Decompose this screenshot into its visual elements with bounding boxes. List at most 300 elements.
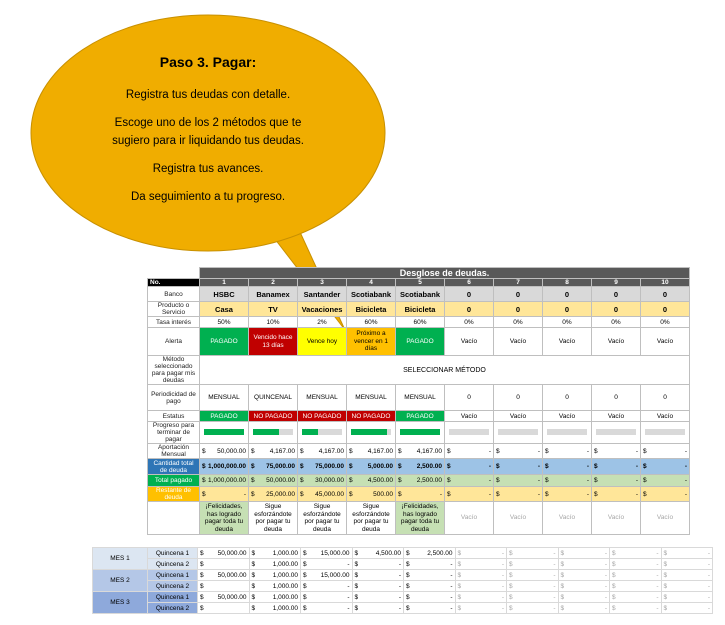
payment-cell[interactable] [301,559,353,570]
currency-symbol: $ [406,604,410,612]
bank-cell[interactable]: 0 [445,287,494,302]
currency-symbol: $ [354,604,359,612]
amount-value: - [656,549,659,557]
rate-cell[interactable]: 50% [200,317,249,328]
payment-cell[interactable] [507,603,559,614]
payment-cell[interactable] [301,548,353,559]
total-debt-cell[interactable] [249,459,298,475]
status-message: ¡Felicidades, has logrado pagar toda tu deuda [396,502,445,535]
status-message: Sigue esforzándote por pagar tu deuda [298,502,347,535]
currency-symbol: $ [200,560,204,568]
amount-value: 50,000.00 [217,593,247,601]
monthly-payments-table [92,547,713,614]
amount-value: - [604,571,607,579]
amount-value: 1,000,000.00 [208,477,246,484]
amount-value: - [684,447,687,455]
paid-cell [445,475,494,487]
periodicity-cell[interactable]: 0 [445,385,494,411]
currency-symbol: $ [251,549,256,557]
amount-value: - [488,463,491,470]
payment-cell[interactable] [610,592,662,603]
currency-symbol: $ [303,604,307,612]
payment-cell[interactable] [352,559,404,570]
currency-symbol: $ [560,549,565,557]
row-label-message [148,502,200,535]
amount-value: - [586,447,589,455]
amount-value: 2,500.00 [416,477,442,484]
payment-cell[interactable] [661,603,713,614]
table-title: Desglose de deudas. [200,268,690,279]
currency-symbol: $ [509,582,513,590]
row-label-periodicidad: Periodicidad de pago [148,385,200,411]
rate-cell[interactable]: 0% [592,317,641,328]
periodicity-cell[interactable]: MENSUAL [298,385,347,411]
payment-cell[interactable] [352,592,404,603]
payment-cell[interactable] [404,548,456,559]
payment-cell[interactable] [455,548,507,559]
alert-cell: Próximo a vencer en 1 días [347,328,396,356]
payment-cell[interactable] [352,570,404,581]
amount-value: 50,000.00 [217,571,247,579]
currency-symbol: $ [612,582,616,590]
progress-cell [494,422,543,444]
amount-value: - [398,560,401,568]
payment-cell[interactable] [249,581,301,592]
payment-cell[interactable] [198,570,250,581]
amount-value: - [586,463,589,470]
product-cell[interactable]: Bicicleta [396,302,445,317]
payment-cell[interactable] [558,603,610,614]
payment-cell[interactable] [301,581,353,592]
status-cell: PAGADO [200,411,249,422]
progress-cell [641,422,690,444]
payment-cell[interactable] [558,570,610,581]
payment-cell[interactable] [507,592,559,603]
currency-symbol: $ [594,463,598,470]
payment-cell[interactable] [610,570,662,581]
amount-value: - [553,593,556,601]
amount-value: - [707,549,710,557]
currency-symbol: $ [447,477,451,484]
row-label-banco: Banco [148,287,200,302]
payment-cell[interactable] [661,548,713,559]
currency-symbol: $ [349,447,353,455]
progress-cell [347,422,396,444]
currency-symbol: $ [447,447,451,455]
contribution-cell[interactable] [298,444,347,459]
bank-cell[interactable]: 0 [494,287,543,302]
currency-symbol: $ [406,560,410,568]
currency-symbol: $ [496,463,500,470]
currency-symbol: $ [251,490,255,498]
amount-value: 50,000.00 [266,477,295,484]
payment-cell[interactable] [455,581,507,592]
column-number: 5 [396,279,445,287]
total-debt-cell[interactable] [298,459,347,475]
bubble-line: Escoge uno de los 2 métodos que te [114,117,302,129]
currency-symbol: $ [303,571,307,579]
column-number: 1 [200,279,249,287]
amount-value: - [488,477,491,484]
progress-bar [449,429,489,435]
row-label-pagado: Total pagado [148,475,200,487]
amount-value: - [501,604,504,612]
currency-symbol: $ [643,463,647,470]
currency-symbol: $ [200,604,204,612]
amount-value: - [553,571,556,579]
payment-cell[interactable] [352,581,404,592]
month-row [93,603,713,614]
payment-cell[interactable] [455,603,507,614]
currency-symbol: $ [457,604,462,612]
currency-symbol: $ [406,571,410,579]
bank-cell[interactable]: 0 [592,287,641,302]
row-label-aportacion: Aportación Mensual [148,444,200,459]
currency-symbol: $ [663,604,668,612]
payment-cell[interactable] [249,559,301,570]
currency-symbol: $ [303,549,307,557]
payment-cell[interactable] [198,581,250,592]
amount-value: - [707,560,710,568]
currency-symbol: $ [398,490,402,498]
remaining-cell [445,487,494,502]
remaining-cell [249,487,298,502]
currency-symbol: $ [560,604,565,612]
payment-cell[interactable] [249,603,301,614]
payment-cell[interactable] [610,548,662,559]
amount-value: 4,167.00 [367,447,393,455]
amount-value: - [450,582,453,590]
payment-cell[interactable] [404,592,456,603]
product-cell[interactable]: Bicicleta [347,302,396,317]
currency-symbol: $ [354,582,359,590]
progress-bar [596,429,636,435]
bank-cell[interactable]: Santander [298,287,347,302]
payment-cell[interactable] [352,548,404,559]
table-row [148,422,690,444]
contribution-cell[interactable] [200,444,249,459]
status-cell: NO PAGADO [298,411,347,422]
periodicity-cell[interactable]: MENSUAL [200,385,249,411]
contribution-cell[interactable] [249,444,298,459]
product-cell[interactable]: 0 [543,302,592,317]
progress-bar [302,429,342,435]
currency-symbol: $ [447,463,451,470]
amount-value: - [501,582,504,590]
product-cell[interactable]: 0 [494,302,543,317]
currency-symbol: $ [594,477,598,484]
total-debt-cell[interactable] [641,459,690,475]
bubble-line: Da seguimiento a tu progreso. [130,191,286,203]
product-cell[interactable]: 0 [641,302,690,317]
bank-cell[interactable]: 0 [641,287,690,302]
contribution-cell[interactable] [347,444,396,459]
contribution-cell[interactable] [396,444,445,459]
payment-cell[interactable] [404,581,456,592]
month-row [93,559,713,570]
currency-symbol: $ [509,593,513,601]
amount-value: 75,000.00 [315,463,344,470]
amount-value: - [707,593,710,601]
bank-cell[interactable]: 0 [543,287,592,302]
total-debt-cell[interactable] [494,459,543,475]
payment-cell[interactable] [507,581,559,592]
amount-value: 1,000.00 [272,604,298,612]
currency-symbol: $ [251,447,255,455]
status-cell: Vacío [592,411,641,422]
payment-cell[interactable] [558,592,610,603]
payment-cell[interactable] [455,570,507,581]
alert-cell: PAGADO [200,328,249,356]
currency-symbol: $ [509,549,513,557]
progress-cell [298,422,347,444]
currency-symbol: $ [406,549,410,557]
payment-cell[interactable] [198,592,250,603]
periodicity-cell[interactable]: 0 [543,385,592,411]
payment-cell[interactable] [661,592,713,603]
payment-cell[interactable] [198,548,250,559]
payment-cell[interactable] [404,559,456,570]
progress-bar [204,429,244,435]
currency-symbol: $ [251,560,256,568]
alert-cell: Vacío [592,328,641,356]
progress-bar [498,429,538,435]
row-label-progreso: Progreso para terminar de pagar [148,422,200,444]
payment-cell[interactable] [610,559,662,570]
currency-symbol: $ [496,477,500,484]
bank-cell[interactable]: HSBC [200,287,249,302]
rate-cell[interactable]: 0% [445,317,494,328]
remaining-cell [641,487,690,502]
amount-value: - [398,593,401,601]
paid-cell [298,475,347,487]
amount-value: - [553,582,556,590]
currency-symbol: $ [251,593,256,601]
payment-cell[interactable] [661,570,713,581]
currency-symbol: $ [398,447,402,455]
amount-value: - [439,490,442,498]
amount-value: - [553,560,556,568]
rate-cell[interactable]: 2% [298,317,347,328]
amount-value: 1,000.00 [272,549,298,557]
periodicity-cell[interactable]: 0 [641,385,690,411]
amount-value: - [398,582,401,590]
amount-value: - [656,571,659,579]
table-row [148,444,690,459]
currency-symbol: $ [509,604,513,612]
status-message: Vacío [445,502,494,535]
status-message: Vacío [592,502,641,535]
paid-cell [200,475,249,487]
amount-value: - [347,560,350,568]
rate-cell[interactable]: 60% [396,317,445,328]
progress-fill [400,429,440,435]
alert-cell: Vacío [641,328,690,356]
payment-cell[interactable] [404,570,456,581]
amount-value: 45,000.00 [315,490,344,498]
bank-cell[interactable]: Scotiabank [347,287,396,302]
amount-value: 75,000.00 [266,463,295,470]
currency-symbol: $ [663,571,668,579]
column-number: 7 [494,279,543,287]
currency-symbol: $ [300,447,304,455]
amount-value: 1,000.00 [272,571,298,579]
payment-cell[interactable] [352,603,404,614]
amount-value: - [707,582,710,590]
amount-value: - [635,447,638,455]
payment-cell[interactable] [558,559,610,570]
payment-cell[interactable] [661,581,713,592]
payment-cell[interactable] [301,603,353,614]
column-number: 9 [592,279,641,287]
amount-value: - [604,593,607,601]
periodicity-cell[interactable]: 0 [494,385,543,411]
rate-cell[interactable]: 0% [494,317,543,328]
currency-symbol: $ [545,490,549,498]
alert-cell: Vacío [445,328,494,356]
currency-symbol: $ [349,477,353,484]
payment-cell[interactable] [507,559,559,570]
column-number: 2 [249,279,298,287]
status-message: Vacío [494,502,543,535]
currency-symbol: $ [447,490,451,498]
rate-cell[interactable]: 60% [347,317,396,328]
table-row [148,279,690,287]
amount-value: - [586,490,589,498]
currency-symbol: $ [200,571,204,579]
currency-symbol: $ [202,490,206,498]
amount-value: - [488,490,491,498]
rate-cell[interactable]: 10% [249,317,298,328]
rate-cell[interactable]: 0% [543,317,592,328]
payment-cell[interactable] [198,603,250,614]
payment-cell[interactable] [558,548,610,559]
payment-cell[interactable] [301,592,353,603]
total-debt-cell[interactable] [445,459,494,475]
method-select[interactable]: SELECCIONAR MÉTODO [200,356,690,385]
bubble-line: sugiero para ir liquidando tus deudas. [112,135,304,147]
payment-cell[interactable] [455,559,507,570]
total-debt-cell[interactable] [347,459,396,475]
total-debt-cell[interactable] [396,459,445,475]
table-row [148,475,690,487]
payment-cell[interactable] [558,581,610,592]
periodicity-cell[interactable]: QUINCENAL [249,385,298,411]
payment-cell[interactable] [507,570,559,581]
row-label-alerta: Alerta [148,328,200,356]
total-debt-cell[interactable] [200,459,249,475]
amount-value: - [656,593,659,601]
currency-symbol: $ [251,604,256,612]
currency-symbol: $ [509,560,513,568]
payment-cell[interactable] [610,581,662,592]
amount-value: 1,000.00 [272,582,298,590]
progress-cell [592,422,641,444]
currency-symbol: $ [612,549,616,557]
status-cell: Vacío [445,411,494,422]
payment-cell[interactable] [249,548,301,559]
contribution-cell[interactable] [592,444,641,459]
amount-value: - [656,582,659,590]
product-cell[interactable]: Vacaciones [298,302,347,317]
payment-cell[interactable] [198,559,250,570]
total-debt-cell[interactable] [543,459,592,475]
quincena-label: Quincena 1 [148,570,198,581]
payment-cell[interactable] [404,603,456,614]
contribution-cell[interactable] [445,444,494,459]
amount-value: - [488,447,491,455]
contribution-cell[interactable] [641,444,690,459]
amount-value: 15,000.00 [320,549,350,557]
currency-symbol: $ [200,549,204,557]
currency-symbol: $ [202,477,206,484]
bank-cell[interactable]: Banamex [249,287,298,302]
periodicity-cell[interactable]: 0 [592,385,641,411]
currency-symbol: $ [398,463,402,470]
product-cell[interactable]: TV [249,302,298,317]
contribution-cell[interactable] [494,444,543,459]
contribution-cell[interactable] [543,444,592,459]
currency-symbol: $ [354,571,359,579]
amount-value: - [553,549,556,557]
amount-value: 2,500.00 [427,549,453,557]
amount-value: 1,000.00 [272,593,298,601]
periodicity-cell[interactable]: MENSUAL [347,385,396,411]
amount-value: - [684,477,687,484]
total-debt-cell[interactable] [592,459,641,475]
payment-cell[interactable] [249,592,301,603]
product-cell[interactable]: 0 [592,302,641,317]
paid-cell [347,475,396,487]
product-cell[interactable]: 0 [445,302,494,317]
payment-cell[interactable] [249,570,301,581]
amount-value: 4,167.00 [269,447,295,455]
month-label: MES 3 [93,592,148,614]
paid-cell [396,475,445,487]
table-row [148,302,690,317]
rate-cell[interactable]: 0% [641,317,690,328]
amount-value: - [450,560,453,568]
amount-value: - [586,477,589,484]
payment-cell[interactable] [610,603,662,614]
currency-symbol: $ [354,549,359,557]
amount-value: 5,000.00 [367,463,393,470]
progress-bar [253,429,293,435]
amount-value: - [450,571,453,579]
currency-symbol: $ [643,490,647,498]
periodicity-cell[interactable]: MENSUAL [396,385,445,411]
bank-cell[interactable]: Scotiabank [396,287,445,302]
amount-value: - [501,560,504,568]
table-row [148,385,690,411]
currency-symbol: $ [560,593,565,601]
currency-symbol: $ [509,571,513,579]
payment-cell[interactable] [661,559,713,570]
row-label-metodo: Método seleccionado para pagar mis deudas [148,356,200,385]
amount-value: 4,500.00 [367,477,393,484]
payment-cell[interactable] [301,570,353,581]
amount-value: - [635,463,638,470]
amount-value: 500.00 [373,490,393,498]
currency-symbol: $ [560,571,565,579]
product-cell[interactable]: Casa [200,302,249,317]
status-message: ¡Felicidades, has logrado pagar toda tu deuda [200,502,249,535]
column-number: 6 [445,279,494,287]
payment-cell[interactable] [455,592,507,603]
bubble-line: Registra tus deudas con detalle. [125,89,291,101]
status-cell: NO PAGADO [347,411,396,422]
payment-cell[interactable] [507,548,559,559]
